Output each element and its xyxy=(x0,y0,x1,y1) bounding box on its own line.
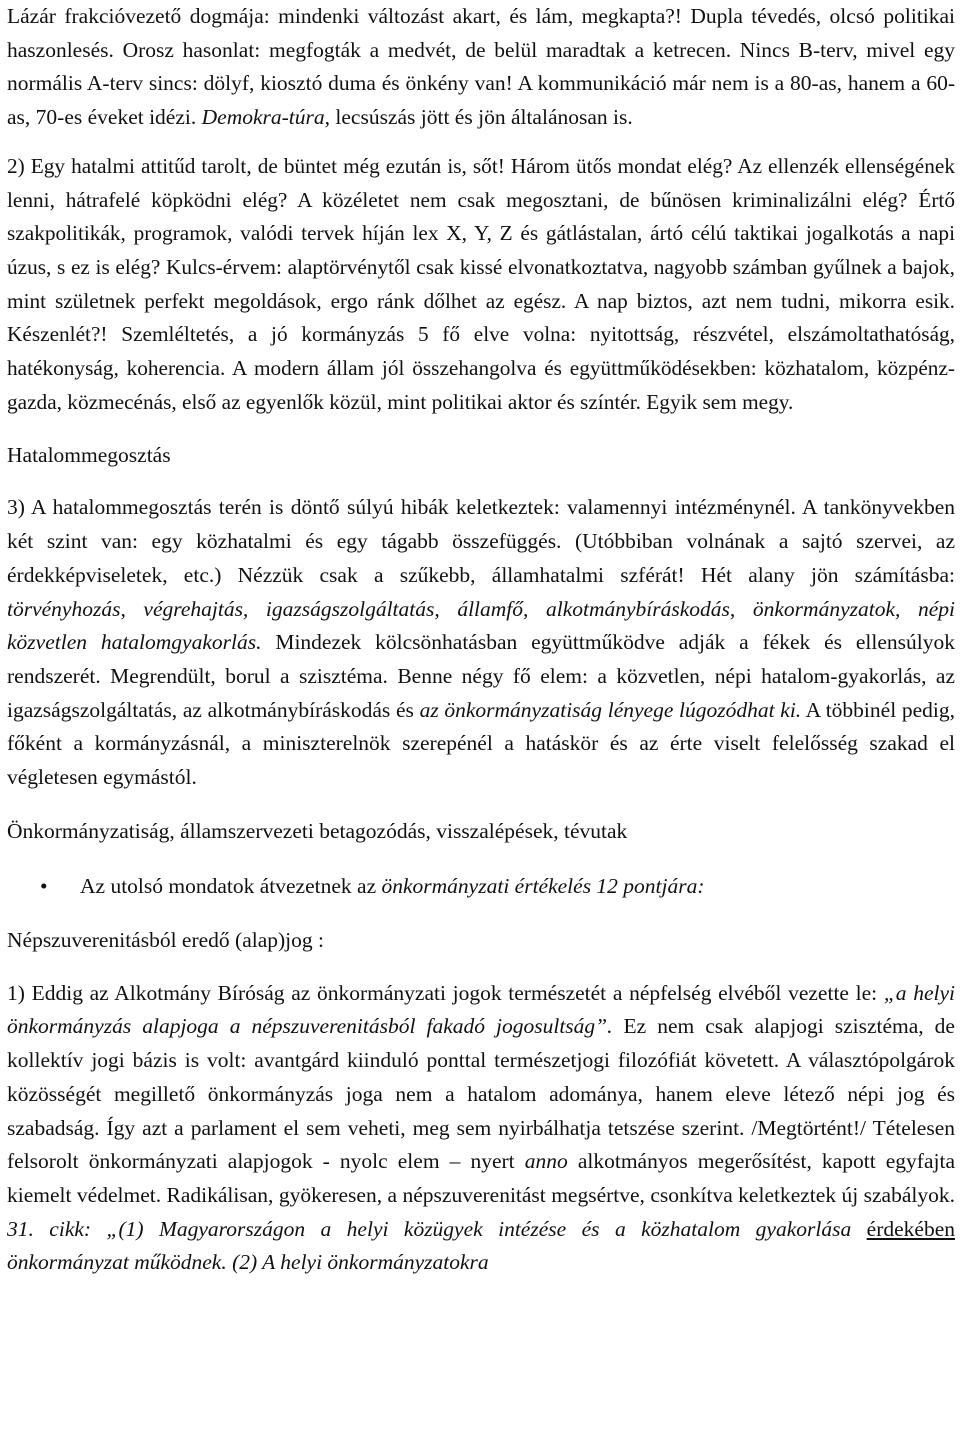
paragraph-4-text-a: 1) Eddig az Alkotmány Bíróság az önkormányzati jogok természetét a népfelség elvéből vezette le: xyxy=(7,980,884,1005)
paragraph-2-text-b: Három ütős mondat elég? Az ellenzék ellenségének lenni, hátrafelé köpködni elég? A közéletet nem csak megosztani, de bűnösen kriminalizálni elég? xyxy=(7,153,955,212)
paragraph-4-text-c: alkotmányos megerősítést, kapott egyfajta kiemelt védelmet. Radikálisan, gyökeresen, a népszuverenitást megsértve, csonkítva keletkeztek új szabályok. xyxy=(7,1149,955,1207)
paragraph-4-emphasis-anno: anno xyxy=(524,1149,568,1174)
intro-emphasis: Demokra-túra xyxy=(201,105,325,130)
paragraph-4-text-b: Ez nem csak alapjogi szisztéma, de kollektív jogi bázis is volt: avantgárd kiinduló ponttal természetjogi filozófiát követett. A választópolgárok közösségét megillető önkormányzás joga nem a hatalom adománya, hanem eleve létező népi jog és szabadság. Így azt a parlament el sem veheti, meg sem nyirbálhatja tetszése szerint. /Megtörtént!/ Tételesen felsorolt önkormányzati alapjogok - nyolc elem – nyert xyxy=(7,1014,955,1174)
paragraph-3-text-c: A többinél pedig, főként a kormányzásnál, a miniszterelnök szerepénél a hatáskör és az érte viselt felelősség szakad el végletesen egymástól. xyxy=(7,697,955,790)
paragraph-3-emphasis-a: törvényhozás, végrehajtás, igazságszolgáltatás, államfő, alkotmánybíráskodás, önkormányzatok, népi közvetlen hatalomgyakorlás. xyxy=(7,596,955,655)
heading-nepszuverenitas: Népszuverenitásból eredő (alap)jog : xyxy=(7,927,324,952)
paragraph-4-emphasis-c: önkormányzat működnek. (2) A helyi önkormányzatokra xyxy=(7,1250,489,1275)
paragraph-3 xyxy=(7,491,955,794)
paragraph-2-text-c: Értő szakpolitikák, programok, valódi tervek híján lex X, Y, Z és gátlástalan, ártó célú taktikai jogalkotás a napi úzus, s ez is elég? xyxy=(7,187,955,279)
paragraph-4-emphasis-a: „a helyi önkormányzás alapjoga a népszuverenitásból fakadó jogosultság”. xyxy=(7,980,956,1039)
document-page xyxy=(7,0,955,1280)
heading-hatalommegosztas: Hatalommegosztás xyxy=(7,443,171,468)
bullet-text-plain: Az utolsó mondatok átvezetnek az xyxy=(80,873,382,898)
paragraph-intro xyxy=(7,0,955,135)
bullet-item xyxy=(7,869,955,903)
paragraph-4 xyxy=(7,977,955,1280)
paragraph-4-underlined: érdekében xyxy=(866,1216,955,1241)
paragraph-2 xyxy=(7,150,955,420)
paragraph-3-text-b: Mindezek kölcsönhatásban együttműködve adják a fékek és ellensúlyok rendszerét. Megrendült, borul a szisztéma. Benne négy fő elem: a közvetlen, népi hatalom-gyakorlás, az igazságszolgáltatás, az alkotmánybíráskodás és xyxy=(7,630,955,722)
paragraph-2-text-a: 2) Egy hatalmi attitűd tarolt, de büntet még ezután is, sőt! xyxy=(7,153,511,178)
bullet-text-emphasis: önkormányzati értékelés 12 pontjára: xyxy=(381,873,705,898)
intro-text-end: , lecsúszás jött és jön általánosan is. xyxy=(324,105,633,130)
bullet-text xyxy=(80,869,705,903)
bullet-icon: • xyxy=(40,873,48,898)
paragraph-2-text-d: Kulcs-érvem: alaptörvénytől csak kissé elvonatkoztatva, nagyobb számban gyűlnek a bajok, mint születnek perfekt megoldások, ergo ránk dőlhet az egész. A nap biztos, azt nem tudni, mikorra esik. Készenlét?! Szemléltetés, a jó kormányzás 5 fő elve volna: nyitottság, részvétel, elszámoltathatóság, hatékonyság, koherencia. A modern állam jól összehangolva és együttműködésekben: közhatalom, közpénz-gazda, közmecénás, első az egyenlők közül, mint politikai aktor és színtér. Egyik sem megy. xyxy=(7,254,956,414)
paragraph-3-text-a: 3) A hatalommegosztás terén is döntő súlyú hibák keletkeztek: valamennyi intézménynél. A tankönyvekben két szint van: egy közhatalmi és egy tágabb összefüggés. (Utóbbiban volnának a sajtó szervei, az érdekképviseletek, etc.) Nézzük csak a szűkebb, államhatalmi szférát! Hét alany jön számításba: xyxy=(7,495,955,587)
intro-text: Lázár frakcióvezető dogmája: mindenki változást akart, és lám, megkapta?! Dupla tévedés, olcsó politikai haszonlesés. Orosz hasonlat: megfogták a medvét, de belül maradtak a ketrecen. Nincs B-terv, mivel egy normális A-terv sincs: dölyf, kiosztó duma és önkény van! A kommunikáció már nem is a 80-as, hanem a 60-as, 70-es éveket idézi. xyxy=(7,4,955,130)
paragraph-4-emphasis-b: 31. cikk: „(1) Magyarországon a helyi közügyek intézése és a közhatalom gyakorlása xyxy=(7,1216,867,1241)
heading-onkormanyzatisag: Önkormányzatiság, államszervezeti betagozódás, visszalépések, tévutak xyxy=(7,818,628,843)
paragraph-3-emphasis-b: az önkormányzatiság lényege lúgozódhat ki. xyxy=(419,697,802,722)
